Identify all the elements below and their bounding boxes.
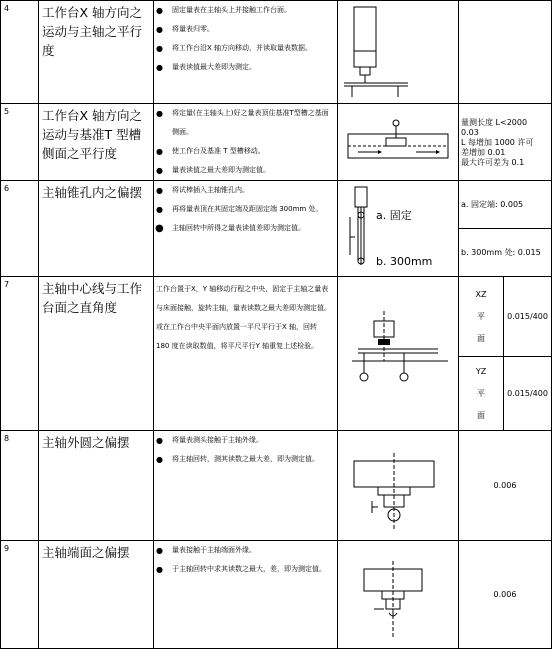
method-cell: [154, 277, 338, 431]
figure-cell: [338, 181, 459, 277]
method-step: ● 固定量表在主轴头上并接触工作台面。: [154, 1, 334, 20]
tolerance-line: 0.03: [461, 128, 479, 137]
tolerance-cell: b. 300mm 处: 0.015: [459, 229, 552, 277]
method-step: ● 再将量表顶在其固定端及距固定端 300mm 处。: [154, 200, 334, 219]
tolerance-line: 差增加 0.01: [461, 148, 506, 157]
spindle-face-runout-figure: [338, 541, 459, 649]
method-step: ● 将主轴回转，测其读数之最大差，即为测定值。: [154, 450, 334, 469]
table-row: [1, 431, 552, 541]
figure-cell: [338, 1, 459, 104]
row-number: 7: [1, 277, 39, 431]
check-item: 工作台X 轴方向之运动与主轴之平行度: [39, 1, 154, 104]
method-step: ● 使工作台及基准 T 型槽移动。: [154, 142, 334, 161]
spindle-outer-runout-figure: [338, 431, 459, 541]
method-step: ● 将量表测头接触于主轴外缘。: [154, 431, 334, 450]
check-item: 主轴中心线与工作台面之直角度: [39, 277, 154, 431]
t-slot-figure: [338, 104, 459, 179]
method-step: ● 将量表归零。: [154, 20, 334, 39]
plane-cell: [459, 357, 504, 431]
figure-cell: [338, 104, 459, 181]
check-item: 工作台X 轴方向之运动与基准T 型槽侧面之平行度: [39, 104, 154, 181]
row-number: 5: [1, 104, 39, 181]
row-number: 6: [1, 181, 39, 277]
method-step: ● 量表读值最大差即为测定。: [154, 58, 334, 77]
method-step: ● 量表接触于主轴端面外缘。: [154, 541, 334, 560]
row-number: 9: [1, 541, 39, 649]
row-number: 4: [1, 1, 39, 104]
tolerance-cell: a. 固定端: 0.005: [459, 181, 552, 229]
method-step: ● 量表读值之最大差即为测定值。: [154, 161, 334, 180]
check-item: 主轴端面之偏摆: [39, 541, 154, 649]
table-row: [1, 541, 552, 649]
tolerance-cell: [459, 1, 552, 104]
perpendicularity-figure: [338, 277, 459, 427]
method-cell: [154, 104, 338, 181]
plane-label: 面: [477, 333, 485, 343]
tolerance-cell: 0.006: [459, 541, 552, 649]
table-row: [1, 1, 552, 104]
plane-label: XZ: [475, 289, 487, 299]
table-row: [1, 277, 552, 357]
method-paragraph: 工作台置于X，Y 轴移动行程之中央，固定于主轴之量表与床面接触，旋转主轴，量表读数之最大差即为测定值。: [156, 285, 331, 312]
method-cell: [154, 431, 338, 541]
method-cell: [154, 181, 338, 277]
check-item: 主轴外圆之偏摆: [39, 431, 154, 541]
method-step: ● 将定量(在主轴头上)好之量表顶住基准T型槽之基面侧面。: [154, 104, 334, 142]
method-step: ● 将试棒插入主轴锥孔内。: [154, 181, 334, 200]
figure-label-300mm: b. 300mm: [376, 255, 433, 268]
method-step: ● 将工作台沿X 轴方向移动，并读取量表数据。: [154, 39, 334, 58]
figure-label-fixed: a. 固定: [376, 209, 412, 222]
plane-label: YZ: [475, 366, 487, 376]
tolerance-cell: [459, 104, 552, 181]
method-step: ● 主轴回转中所得之量表读值差即为测定值。: [154, 219, 334, 238]
figure-cell: [338, 277, 459, 431]
check-item: 主轴锥孔内之偏摆: [39, 181, 154, 277]
table-row: [1, 181, 552, 229]
method-step: ● 于主轴回转中求其读数之最大，差，即为测定值。: [154, 560, 334, 579]
tolerance-cell: 0.006: [459, 431, 552, 541]
spindle-table-figure: [338, 1, 459, 104]
plane-cell: [459, 277, 504, 357]
row-number: 8: [1, 431, 39, 541]
plane-label: 面: [477, 410, 485, 420]
table-row: [1, 104, 552, 181]
plane-label: 平: [477, 388, 485, 398]
tolerance-line: L 每增加 1000 许可: [461, 138, 534, 147]
figure-cell: [338, 541, 459, 649]
plane-label: 平: [477, 311, 485, 321]
tolerance-line: 最大许可差为 0.1: [461, 158, 525, 167]
tolerance-line: 量测长度 L<2000: [461, 118, 528, 127]
method-cell: [154, 1, 338, 104]
method-paragraph: 或在工作台中央平面内放置一平尺平行于X 轴，回转 180 度在读取数值，将平尺平行Y 轴重复上述检验。: [156, 323, 319, 350]
tolerance-cell: 0.015/400: [504, 277, 552, 357]
taper-runout-figure: [338, 181, 459, 277]
figure-cell: [338, 431, 459, 541]
tolerance-cell: 0.015/400: [504, 357, 552, 431]
method-cell: [154, 541, 338, 649]
